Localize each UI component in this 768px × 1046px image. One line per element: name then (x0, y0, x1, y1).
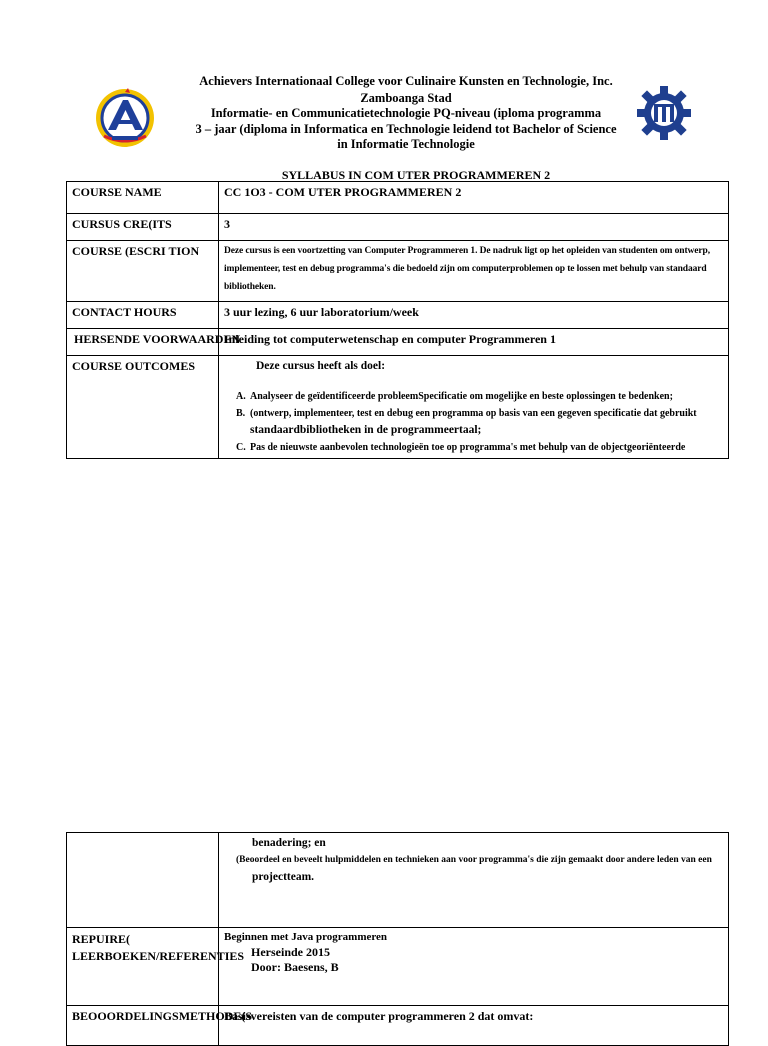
table-row (67, 1006, 729, 1046)
empty-label-cell (67, 833, 219, 928)
table-row (67, 241, 729, 302)
course-name-value: CC 1O3 - COM UTER PROGRAMMEREN 2 (219, 182, 729, 214)
references-cell (219, 928, 729, 1006)
outcomes-continued-cell (219, 833, 729, 928)
table-row (67, 214, 729, 241)
diploma-line: 3 – jaar (diploma in Informatica en Technologie leidend tot Bachelor of Science (195, 122, 617, 136)
school-name: Achievers Internationaal College voor Culinaire Kunsten en Technologie, Inc. (199, 74, 613, 88)
outcome-b: B. (ontwerp, implementeer, test en debug een programma op basis van een gegeven specificatie dat gebruikt (236, 408, 697, 419)
contact-hours-value: 3 uur lezing, 6 uur laboratorium/week (219, 302, 729, 329)
textbook-author: Door: Baesens, B (251, 960, 339, 974)
outcome-d: (Beoordeel en beveelt hulpmiddelen en technieken aan voor programma's die zijn gemaakt door andere leden van een (236, 855, 712, 865)
course-outcomes-label: COURSE OUTCOMES (67, 356, 219, 459)
course-info-table-continued (66, 832, 729, 1046)
degree-line: in Informatie Technologie (337, 137, 475, 151)
credits-value: 3 (219, 214, 729, 241)
textbook-title: Beginnen met Java programmeren (224, 931, 388, 943)
table-row (67, 302, 729, 329)
city: Zamboanga Stad (360, 91, 452, 105)
contact-hours-label: CONTACT HOURS (67, 302, 219, 329)
table-row (67, 833, 729, 928)
school-logo-icon (94, 86, 156, 150)
prerequisites-label: HERSENDE VOORWAARDEN (67, 329, 219, 356)
course-name-label: COURSE NAME (67, 182, 219, 214)
assessment-label: BEOOORDELINGSMETHODE(S (67, 1006, 219, 1046)
credits-label: CURSUS CRE(ITS (67, 214, 219, 241)
table-row (67, 329, 729, 356)
prerequisites-value: Inleiding tot computerwetenschap en computer Programmeren 1 (219, 329, 729, 356)
table-row (67, 182, 729, 214)
table-row (67, 356, 729, 459)
description-value: Deze cursus is een voortzetting van Computer Programmeren 1. De nadruk ligt op het opleiden van studenten om ontwerp, implementeer, test en debug programma's die bedoeld zijn om computerproblemen op te lossen met behulp van standaard bibliotheken. (224, 246, 710, 292)
outcomes-intro: Deze cursus heeft als doel: (256, 360, 386, 372)
outcome-d-continued: projectteam. (252, 871, 315, 883)
table-row (67, 928, 729, 1006)
course-outcomes-cell (219, 356, 729, 459)
program-line: Informatie- en Communicatietechnologie PQ-niveau (iploma programma (210, 106, 602, 120)
tesda-gear-logo-icon (632, 86, 696, 140)
description-cell (219, 241, 729, 302)
textbook-publisher: Herseinde 2015 (251, 945, 330, 959)
assessment-value: Basisvereisten van de computer programmeren 2 dat omvat: (219, 1006, 729, 1046)
description-label: COURSE (ESCRI TION (67, 241, 219, 302)
references-label: REPUIRE( LEERBOEKEN/REFERENTIES (67, 928, 219, 1006)
outcome-c-continued: benadering; en (252, 837, 326, 849)
course-info-table (66, 181, 729, 459)
outcome-b-continued: standaardbibliotheken in de programmeertaal; (250, 424, 482, 436)
outcome-c: C. Pas de nieuwste aanbevolen technologieën toe op programma's met behulp van de objectgeoriënteerde (236, 442, 686, 453)
outcome-a: A. Analyseer de geïdentificeerde probleemSpecificatie om mogelijke en beste oplossingen te bedenken; (236, 391, 673, 402)
syllabus-title: SYLLABUS IN COM UTER PROGRAMMEREN 2 (281, 168, 551, 182)
